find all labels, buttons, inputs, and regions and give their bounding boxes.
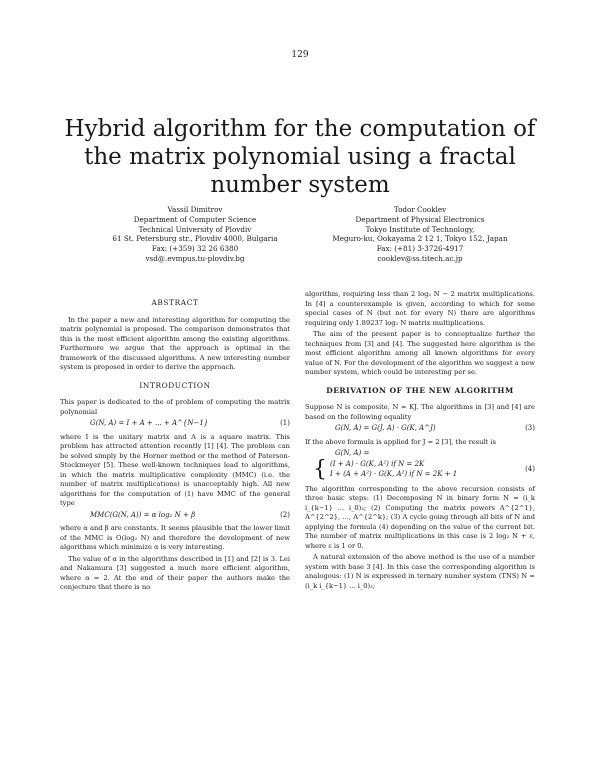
brace-symbol: { [313,456,327,482]
paper-title: Hybrid algorithm for the computation of the matrix polynomial using a fractal number system [64,116,536,198]
author-2-email: cooklev@ss.titech.ac.jp [377,253,463,263]
right-paragraph-2: The aim of the present paper is to conceptualize further the techniques from [3] and [4]. The suggested here algorithm is the most efficient algorithm among all known algorithms for every value of N. For the development of the algorithm we suggest a new number system, which could be interesting per se. [305,330,535,376]
page-number: 129 [291,50,309,60]
equation-1-number: (1) [280,419,290,427]
intro-paragraph-1: This paper is dedicated to the of problem of computing the matrix polynomial [60,398,290,416]
derivation-paragraph-1: Suppose N is composite, N = KJ. The algorithms in [3] and [4] are based on the following equality [305,403,535,421]
author-2-institution: Tokyo Institute of Technology, [365,224,475,234]
author-1-fax: Fax: (+359) 32 26 6380 [151,244,239,254]
equation-3-text: G(N, A) = G(J, A) · G(K, A^J) [335,424,436,432]
equation-1-text: G(N, A) = I + A + ... + A^{N−1} [90,419,209,427]
right-paragraph-1: algorithm, requiring less than 2 log₂ N − 2 matrix multiplications. In [4] a counterexample is given, according to which for some special cases of N (but not for every N) there are algorithms requiring only 1.89237 log₂ N matrix multiplications. [305,290,535,327]
author-1-email: vsd@.evmpus.tu-plovdiv.bg [145,253,245,263]
equation-4-lhs: G(N, A) = [335,449,370,457]
author-2-name: Todor Cooklev [393,205,447,214]
derivation-paragraph-2: If the above formula is applied for J = 2 [3], the result is [305,437,496,446]
equation-4-case-2: I + (A + A²) · G(K, A²) if N = 2K + 1 [330,469,458,478]
author-2-fax: Fax: (+81) 3-3726-4917 [376,244,464,254]
author-1-address: 61 St. Petersburg str., Plovdiv 4000, Bulgaria [112,234,278,244]
author-1-institution: Technical University of Plovdiv [138,224,252,234]
abstract-text: In the paper a new and interesting algorithm for computing the matrix polynomial is proposed. The comparison demonstrates that this is the most efficient algorithm among the existing algorithms. Furthermore we argue that the approach is optimal in the framework of the discussed algorithms. A new interesting number system is proposed in order to derive the approach. [60,315,290,371]
abstract-heading: ABSTRACT [151,298,199,307]
equation-2 [60,511,290,521]
equation-4-case-1: (I + A) · G(K, A²) if N = 2K [330,460,425,468]
author-1-name: Vassil Dimitrov [167,205,223,214]
intro-paragraph-2: where I is the unitary matrix and A is a square matrix. This problem has attracted attention recently [1] [4]. The problem can be solved simply by the Horner method or the method of Paterson-Stockmeyer [5]. These well-known techniques lead to algorithms, in which the matrix multiplicative complexity (MMC) (i.e. the number of matrix multiplications) is unacceptably high. All new algorithms for the computation of (1) have MMC of the general type [60,432,290,507]
equation-4-number: (4) [525,464,535,473]
author-2-dept: Department of Physical Electronics [355,214,485,224]
left-column [60,290,290,595]
author-1-dept: Department of Computer Science [133,214,257,224]
intro-paragraph-4: The value of α in the algorithms described in [1] and [2] is 3. Lei and Nakamura [3] suggested a much more efficient algorithm, where α = 2. At the end of their paper the authors make the conjecture that there is no [60,554,290,591]
author-1 [90,205,300,264]
equation-3 [305,424,535,434]
equation-4 [305,456,535,482]
equation-3-number: (3) [525,424,535,432]
equation-1 [60,419,290,429]
intro-paragraph-3: where α and β are constants. It seems plausible that the lower limit of the MMC is O(log₂ N) and therefore the development of new algorithms which minimize α is very interesting. [60,524,290,551]
derivation-paragraph-4: A natural extension of the above method is the use of a number system with base 3 [4]. In this case the corresponding algorithm is analogous: (1) N is expressed in ternary number system (TNS) N = (i_k i_{k−1} ... i_0)₃; [305,553,535,590]
right-column [305,290,535,593]
derivation-paragraph-3: The algorithm corresponding to the above recursion consists of three basic steps: (1) Decomposing N in binary form N = (i_k i_{k−1} ... i_0)₂; (2) Computing the matrix powers A^{2^1}, A^{2^2}, ..., A^{2^k}; (3) A cycle going through all bits of N and applying the formula (4) depending on the value of the current bit. The number of matrix multiplications in this case is 2 log₂ N + ε, where ε is 1 or 0. [305,484,535,550]
author-2-address: Meguro-ku, Ookayama 2 12 1, Tokyo 152, Japan [332,234,508,244]
author-2 [305,205,535,264]
equation-2-text: MMC(G(N, A)) = α log₂ N + β [90,510,196,519]
derivation-heading: DERIVATION OF THE NEW ALGORITHM [326,385,514,395]
equation-2-number: (2) [280,510,290,519]
introduction-heading: INTRODUCTION [139,380,211,390]
